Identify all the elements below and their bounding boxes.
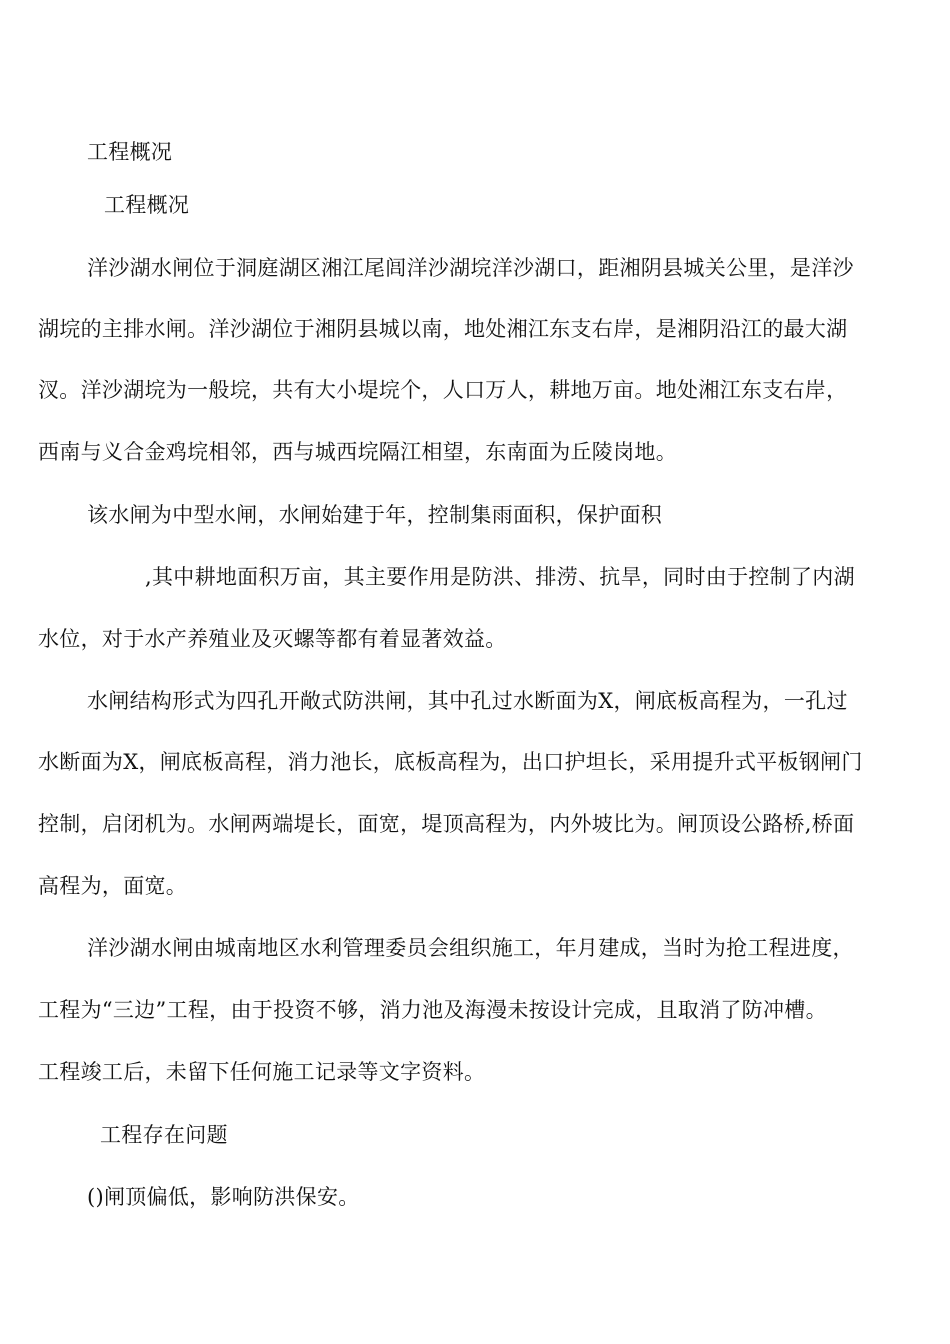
paragraph-line: 湖垸的主排水闸。洋沙湖位于湘阴县城以南，地处湘江东支右岸，是湘阴沿江的最大湖 bbox=[38, 317, 848, 341]
paragraph-line: 控制，启闭机为。水闸两端堤长，面宽，堤顶高程为，内外坡比为。闸顶设公路桥,桥面 bbox=[38, 812, 855, 836]
paragraph-line: 该水闸为中型水闸，水闸始建于年，控制集雨面积，保护面积 bbox=[87, 503, 663, 527]
paragraph-line: 高程为，面宽。 bbox=[38, 874, 188, 898]
section-heading: 工程存在问题 bbox=[100, 1123, 228, 1147]
paragraph-line: 汊。洋沙湖垸为一般垸，共有大小堤垸个，人口万人，耕地万亩。地处湘江东支右岸， bbox=[38, 378, 848, 402]
paragraph-line: 西南与义合金鸡垸相邻，西与城西垸隔江相望，东南面为丘陵岗地。 bbox=[38, 440, 677, 464]
paragraph-line: 工程为“三边”工程，由于投资不够，消力池及海漫未按设计完成，且取消了防冲槽。 bbox=[38, 998, 827, 1022]
paragraph-line: 工程竣工后，未留下任何施工记录等文字资料。 bbox=[38, 1060, 486, 1084]
list-item: ()闸顶偏低，影响防洪保安。 bbox=[87, 1185, 360, 1209]
subsection-heading: 工程概况 bbox=[104, 193, 190, 217]
paragraph-line: ,其中耕地面积万亩，其主要作用是防洪、排涝、抗旱，同时由于控制了内湖 bbox=[145, 565, 855, 589]
paragraph-line: 洋沙湖水闸由城南地区水利管理委员会组织施工，年月建成，当时为抢工程进度， bbox=[87, 936, 854, 960]
paragraph-line: 水闸结构形式为四孔开敞式防洪闸，其中孔过水断面为X，闸底板高程为，一孔过 bbox=[87, 689, 848, 713]
section-heading: 工程概况 bbox=[87, 140, 173, 164]
paragraph-line: 水位，对于水产养殖业及灭螺等都有着显著效益。 bbox=[38, 627, 507, 651]
paragraph-line: 洋沙湖水闸位于洞庭湖区湘江尾闾洋沙湖垸洋沙湖口，距湘阴县城关公里，是洋沙 bbox=[87, 256, 854, 280]
paragraph-line: 水断面为X，闸底板高程，消力池长，底板高程为，出口护坦长，采用提升式平板钢闸门 bbox=[38, 750, 863, 774]
